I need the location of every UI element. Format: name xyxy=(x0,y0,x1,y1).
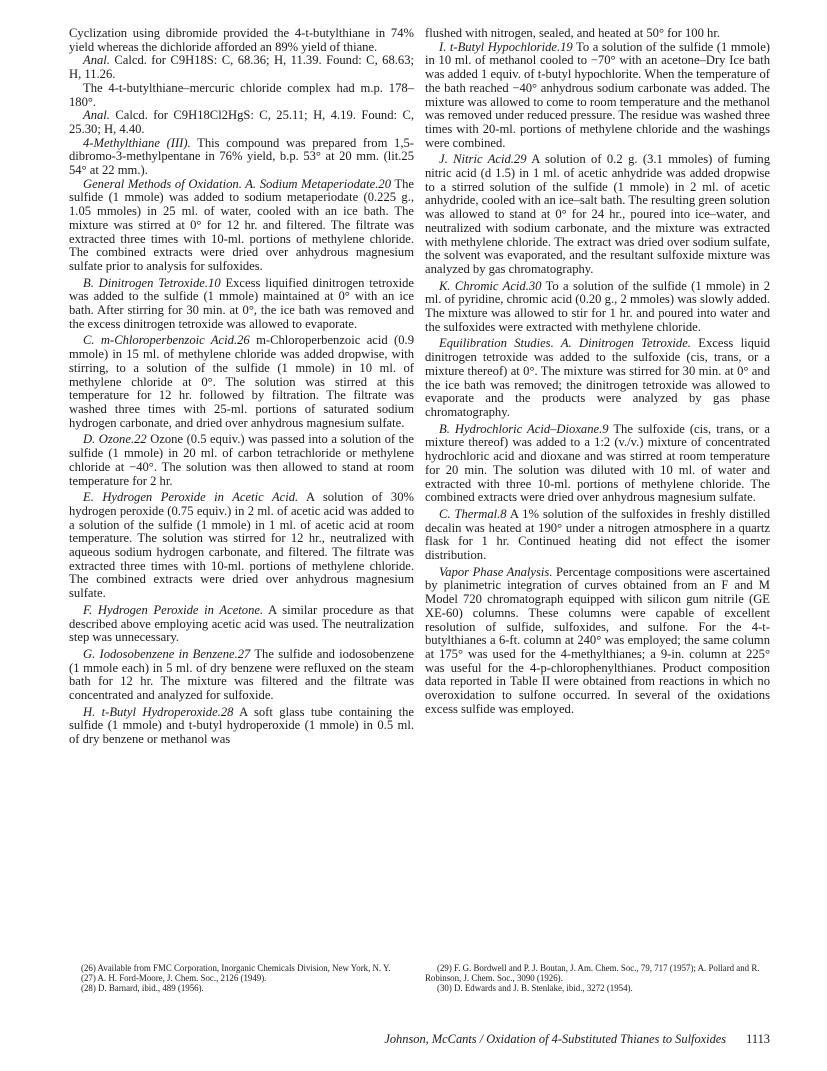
footnote: (27) A. H. Ford-Moore, J. Chem. Soc., 2126 (1949). xyxy=(81,973,267,984)
footnote: (29) F. G. Bordwell and P. J. Boutan, J. Am. Chem. Soc., 79, 717 (1957); A. Pollard and R. Robinson, J. Chem. Soc., 3090 (1926). xyxy=(425,963,760,984)
paragraph: C. Thermal.8 A 1% solution of the sulfoxides in freshly distilled decalin was heated at 190° under a nitrogen atmosphere in a quartz flask for 1 hr. Continued heating did not effect the isomer distribution. xyxy=(425,506,770,563)
footnote: (30) D. Edwards and J. B. Stenlake, ibid., 3272 (1954). xyxy=(437,983,633,994)
running-title: Johnson, McCants / Oxidation of 4-Substituted Thianes to Sulfoxides xyxy=(384,1032,727,1046)
paragraph: Anal. Calcd. for C9H18Cl2HgS: C, 25.11; H, 4.19. Found: C, 25.30; H, 4.40. xyxy=(69,108,414,136)
footnotes-right xyxy=(425,963,770,994)
paragraph: C. m-Chloroperbenzoic Acid.26 m-Chloroperbenzoic acid (0.9 mmole) in 15 ml. of methylene chloride was added dropwise, with stirring, to a solution of the sulfide (1 mmole) in 10 ml. of methylene chloride at 0°. The solution was stirred at this temperature for 12 hr. followed by filtration. The filtrate was washed three times with 25-ml. portions of saturated sodium hydrogen carbonate, and dried over anhydrous magnesium sulfate. xyxy=(69,333,414,430)
right-column xyxy=(425,27,770,716)
footnote: (26) Available from FMC Corporation, Inorganic Chemicals Division, New York, N. Y. xyxy=(81,963,391,973)
paragraph: Anal. Calcd. for C9H18S: C, 68.36; H, 11.39. Found: C, 68.63; H, 11.26. xyxy=(69,53,414,82)
paragraph: 4-Methylthiane (III). This compound was prepared from 1,5-dibromo-3-methylpentane in 76% yield, b.p. 53° at 20 mm. (lit.25 54° at 22 mm.). xyxy=(69,135,414,178)
paragraph: K. Chromic Acid.30 To a solution of the sulfide (1 mmole) in 2 ml. of pyridine, chromic acid (0.20 g., 2 mmoles) was slowly added. The mixture was allowed to stir for 1 hr. and poured into water and the sulfoxides were extracted with methylene chloride. xyxy=(425,278,770,334)
paragraph: G. Iodosobenzene in Benzene.27 The sulfide and iodosobenzene (1 mmole each) in 5 ml. of dry benzene were refluxed on the steam bath for 12 hr. The mixture was filtered and the filtrate was concentrated and analyzed for sulfoxide. xyxy=(69,646,414,703)
paragraph: B. Dinitrogen Tetroxide.10 Excess liquified dinitrogen tetroxide was added to the sulfide (1 mmole) maintained at 0° with an ice bath. After stirring for 30 min. at 0°, the ice bath was removed and the excess dinitrogen tetroxide was allowed to evaporate. xyxy=(69,275,415,331)
paragraph: flushed with nitrogen, sealed, and heated at 50° for 100 hr. xyxy=(425,26,720,40)
paragraph: General Methods of Oxidation. A. Sodium Metaperiodate.20 The sulfide (1 mmole) was added to sodium metaperiodate (0.225 g., 1.05 mmoles) in 25 ml. of water, cooled with an ice bath. The mixture was stirred at 0° for 12 hr. and filtered. The filtrate was extracted three times with 10-ml. portions of methylene chloride. The combined extracts were dried over anhydrous magnesium sulfate prior to analysis for sulfoxides. xyxy=(69,176,414,273)
paragraph: Cyclization using dibromide provided the 4-t-butylthiane in 74% yield whereas the dichloride afforded an 89% yield of thiane. xyxy=(69,26,414,54)
paragraph: I. t-Butyl Hypochloride.19 To a solution of the sulfide (1 mmole) in 10 ml. of methanol cooled to −70° with an acetone–Dry Ice bath was added 1 equiv. of t-butyl hypochlorite. When the temperature of the bath reached −40° anhydrous sodium carbonate was added. The mixture was allowed to come to room temperature and the methanol was removed under reduced pressure. The residue was washed three times with 20-ml. portions of methylene chloride and the washings were combined. xyxy=(425,39,771,150)
paragraph: J. Nitric Acid.29 A solution of 0.2 g. (3.1 mmoles) of fuming nitric acid (d 1.5) in 1 ml. of acetic anhydride was added dropwise to a stirred solution of the sulfide (1 mmole) in 2 ml. of acetic anhydride, cooled with an ice–salt bath. The resulting green solution was allowed to stand at 0° for 24 hr., poured into ice–water, and neutralized with sodium carbonate, and the mixture was extracted with methylene chloride. The extract was dried over sodium sulfate, the solvent was evaporated, and the resultant sulfoxide mixture was analyzed by gas chromatography. xyxy=(425,152,771,276)
page-footer xyxy=(340,1032,770,1047)
paragraph: B. Hydrochloric Acid–Dioxane.9 The sulfoxide (cis, trans, or a mixture thereof) was added to a 1:2 (v./v.) mixture of concentrated hydrochloric acid and dioxane and was stirred at room temperature for 20 min. The solution was diluted with 10 ml. of water and extracted with three 10-ml. portions of methylene chloride. The combined extracts were dried over anhydrous magnesium sulfate. xyxy=(425,421,770,505)
page-number: 1113 xyxy=(746,1032,770,1046)
paragraph: H. t-Butyl Hydroperoxide.28 A soft glass tube containing the sulfide (1 mmole) and t-butyl hydroperoxide (1 mmole) in 0.5 ml. of dry benzene or methanol was xyxy=(69,704,414,747)
paragraph: Vapor Phase Analysis. Percentage compositions were ascertained by planimetric integration of curves obtained from an F and M Model 720 chromatograph equipped with silicon gum nitrile (GE XE-60) columns. These columns were capable of excellent resolution of sulfide, sulfoxides, and sulfone. For the 4-t-butylthianes a 6-ft. column at 240° was employed; the same column at 175° was used for the 4-methylthianes; a 9-in. column at 225° was useful for the 4-p-chlorophenylthianes. Product composition data reported in Table II were obtained from reactions in which no overoxidation to sulfone occurred. In several of the oxidations excess sulfide was employed. xyxy=(425,564,770,716)
footnote: (28) D. Barnard, ibid., 489 (1956). xyxy=(81,983,204,994)
footnotes-left xyxy=(69,963,414,994)
paragraph: D. Ozone.22 Ozone (0.5 equiv.) was passed into a solution of the sulfide (1 mmole) in 20 ml. of carbon tetrachloride or methylene chloride at −40°. The solution was then allowed to stand at room temperature for 2 hr. xyxy=(69,432,414,488)
paragraph: The 4-t-butylthiane–mercuric chloride complex had m.p. 178–180°. xyxy=(69,80,414,109)
left-column xyxy=(69,27,414,747)
paragraph: E. Hydrogen Peroxide in Acetic Acid. A solution of 30% hydrogen peroxide (0.75 equiv.) in 2 ml. of acetic acid was added to a solution of the sulfide (1 mmole) in 1 ml. of acetic acid at room temperature. The solution was stirred for 12 hr., neutralized with aqueous sodium hydrogen carbonate, and filtered. The filtrate was extracted three times with 10-ml. portions of methylene chloride. The combined extracts were dried over anhydrous magnesium sulfate. xyxy=(69,490,414,601)
paragraph: Equilibration Studies. A. Dinitrogen Tetroxide. Excess liquid dinitrogen tetroxide was added to the sulfoxide (cis, trans, or a mixture thereof) at 0°. The mixture was stirred for 30 min. at 0° and the ice bath was removed; the dinitrogen tetroxide was allowed to evaporate and the products were analyzed by gas phase chromatography. xyxy=(425,336,771,419)
paragraph: F. Hydrogen Peroxide in Acetone. A similar procedure as that described above employing acetic acid was used. The neutralization step was unnecessary. xyxy=(69,602,414,645)
